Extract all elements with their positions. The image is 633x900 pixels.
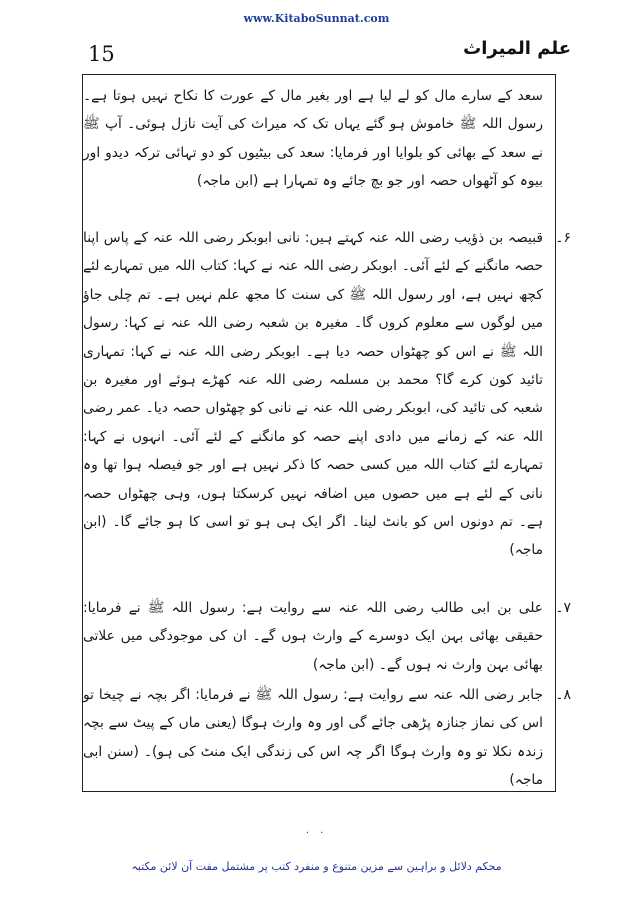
page-number: 15 [88, 42, 115, 66]
end-ornament: · · [305, 828, 328, 839]
item-number-6: ۶۔ [555, 230, 571, 246]
item-number-7: ۷۔ [555, 600, 571, 616]
paragraph-item-7: علی بن ابی طالب رضی اللہ عنہ سے روایت ہے: رسول اللہ ﷺ نے فرمایا: حقیقی بھائی بہن ایک دوسرے کے وارث ہوں گے۔ ان کی موجودگی میں علاتی بھائی بہن وارث نہ ہوں گے۔ (ابن ماجہ) [83, 600, 543, 673]
paragraph-item-6: قبیصہ بن ذؤیب رضی اللہ عنہ کہتے ہیں: نانی ابوبکر رضی اللہ عنہ کے پاس اپنا حصہ مانگنے کے لئے آئی۔ ابوبکر رضی اللہ عنہ نے کہا: کتاب اللہ میں تمہارے لئے کچھ نہیں ہے، اور رسول اللہ ﷺ کی سنت کا مجھ علم نہیں ہے۔ تم چلی جاؤ میں لوگوں سے معلوم کروں گا۔ مغیرہ بن شعبہ رضی اللہ عنہ نے کہا: رسول اللہ ﷺ نے اس کو چھٹواں حصہ دیا ہے۔ ابوبکر رضی اللہ عنہ نے کہا: تمہاری تائید کون کرے گا؟ محمد بن مسلمہ رضی اللہ عنہ کھڑے ہوئے اور مغیرہ بن شعبہ کی تائید کی، ابوبکر رضی اللہ عنہ نے نانی کو چھٹواں حصہ دیا۔ عمر رضی اللہ عنہ کے زمانے میں دادی اپنے حصہ کو مانگنے کے لئے آئی۔ انہوں نے کہا: تمہارے لئے کتاب اللہ میں کسی حصہ کا ذکر نہیں ہے اور جو فیصلہ ہوا تھا وہ نانی کے لئے ہے میں حصوں میں اضافہ نہیں کرسکتا ہوں، وہی چھٹواں حصہ ہے۔ تم دونوں اس کو بانٹ لینا۔ اگر ایک ہی ہو تو اسی کا ہو جائے گا۔ (ابن ماجہ) [83, 230, 543, 559]
site-url[interactable]: www.KitaboSunnat.com [243, 12, 390, 25]
paragraph-continued: سعد کے سارے مال کو لے لیا ہے اور بغیر مال کے عورت کا نکاح نہیں ہوتا ہے۔ رسول اللہ ﷺ خاموش ہو گئے یہاں تک کہ میراث کی آیت نازل ہوئی۔ آپ ﷺ نے سعد کے بھائی کو بلوایا اور فرمایا: سعد کی بیٹیوں کو دو تہائی ترکہ دیدو اور بیوہ کو آٹھواں حصہ اور جو بچ جائے وہ تمہارا ہے (ابن ماجہ) [83, 88, 543, 190]
footer-tagline: محکم دلائل و براہین سے مزین متنوع و منفرد کتب پر مشتمل مفت آن لائن مکتبہ [131, 860, 502, 873]
book-title: علم المیراث [463, 38, 571, 59]
paragraph-item-8: جابر رضی اللہ عنہ سے روایت ہے: رسول اللہ ﷺ نے فرمایا: اگر بچہ نے چیخا تو اس کی نماز جنازہ پڑھی جائے گی اور وہ وارث ہوگا (یعنی ماں کے پیٹ سے بچہ زندہ نکلا تو وہ وارث ہوگا اگر چہ اس کی زندگی ایک منٹ کی ہو)۔ (سنن ابی ماجہ) [83, 687, 543, 789]
item-number-8: ۸۔ [555, 687, 571, 703]
